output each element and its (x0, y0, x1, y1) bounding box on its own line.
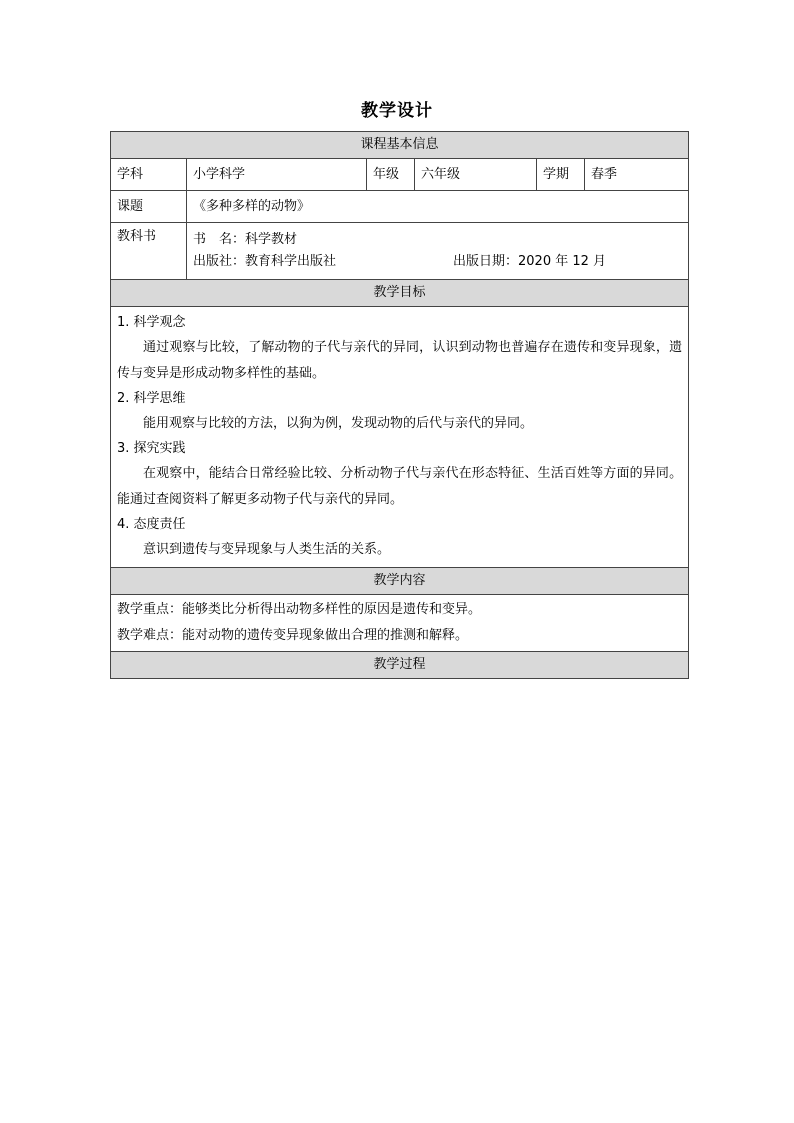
grade-value: 六年级 (415, 159, 537, 191)
subject-label: 学科 (111, 159, 187, 191)
goals-row (111, 307, 689, 568)
process-header-row (111, 652, 689, 679)
lesson-plan-table (110, 131, 689, 679)
grade-label: 年级 (367, 159, 415, 191)
topic-label: 课题 (111, 191, 187, 223)
goal-heading: 2. 科学思维 (117, 391, 186, 406)
goal-text: 意识到遗传与变异现象与人类生活的关系。 (143, 542, 391, 557)
goal-item (117, 311, 682, 387)
textbook-info (187, 223, 689, 280)
textbook-label: 教科书 (111, 223, 187, 280)
term-value: 春季 (585, 159, 689, 191)
book-name: 书 名：科学教材 (193, 232, 298, 247)
content-header: 教学内容 (111, 568, 689, 595)
goal-item (117, 513, 682, 563)
textbook-row (111, 223, 689, 280)
basic-info-row (111, 159, 689, 191)
document-title: 教学设计 (361, 101, 433, 121)
goals-header: 教学目标 (111, 280, 689, 307)
difficulty-point: 教学难点：能对动物的遗传变异现象做出合理的推测和解释。 (117, 628, 469, 643)
subject-value: 小学科学 (187, 159, 367, 191)
goal-item (117, 437, 682, 513)
term-label: 学期 (537, 159, 585, 191)
book-name-line (193, 229, 682, 251)
basic-info-header-row (111, 132, 689, 159)
process-header: 教学过程 (111, 652, 689, 679)
content-row (111, 595, 689, 652)
goal-heading: 3. 探究实践 (117, 441, 186, 456)
basic-info-header: 课程基本信息 (111, 132, 689, 159)
content-cell (111, 595, 689, 652)
topic-row (111, 191, 689, 223)
goal-text: 通过观察与比较，了解动物的子代与亲代的异同，认识到动物也普遍存在遗传和变异现象，遗传与变异是形成动物多样性的基础。 (117, 340, 683, 381)
goal-heading: 1. 科学观念 (117, 315, 186, 330)
goal-heading: 4. 态度责任 (117, 517, 186, 532)
goal-text: 能用观察与比较的方法，以狗为例，发现动物的后代与亲代的异同。 (143, 416, 534, 431)
publisher-line (193, 251, 682, 273)
publish-date: 出版日期：2020 年 12 月 (453, 254, 607, 269)
goals-cell (111, 307, 689, 568)
publisher: 出版社：教育科学出版社 (193, 254, 337, 269)
key-point: 教学重点：能够类比分析得出动物多样性的原因是遗传和变异。 (117, 602, 482, 617)
topic-value: 《多种多样的动物》 (187, 191, 689, 223)
content-header-row (111, 568, 689, 595)
goals-header-row (111, 280, 689, 307)
goal-text: 在观察中，能结合日常经验比较、分析动物子代与亲代在形态特征、生活百姓等方面的异同。能通过查阅资料了解更多动物子代与亲代的异同。 (117, 466, 683, 507)
goal-item (117, 387, 682, 437)
